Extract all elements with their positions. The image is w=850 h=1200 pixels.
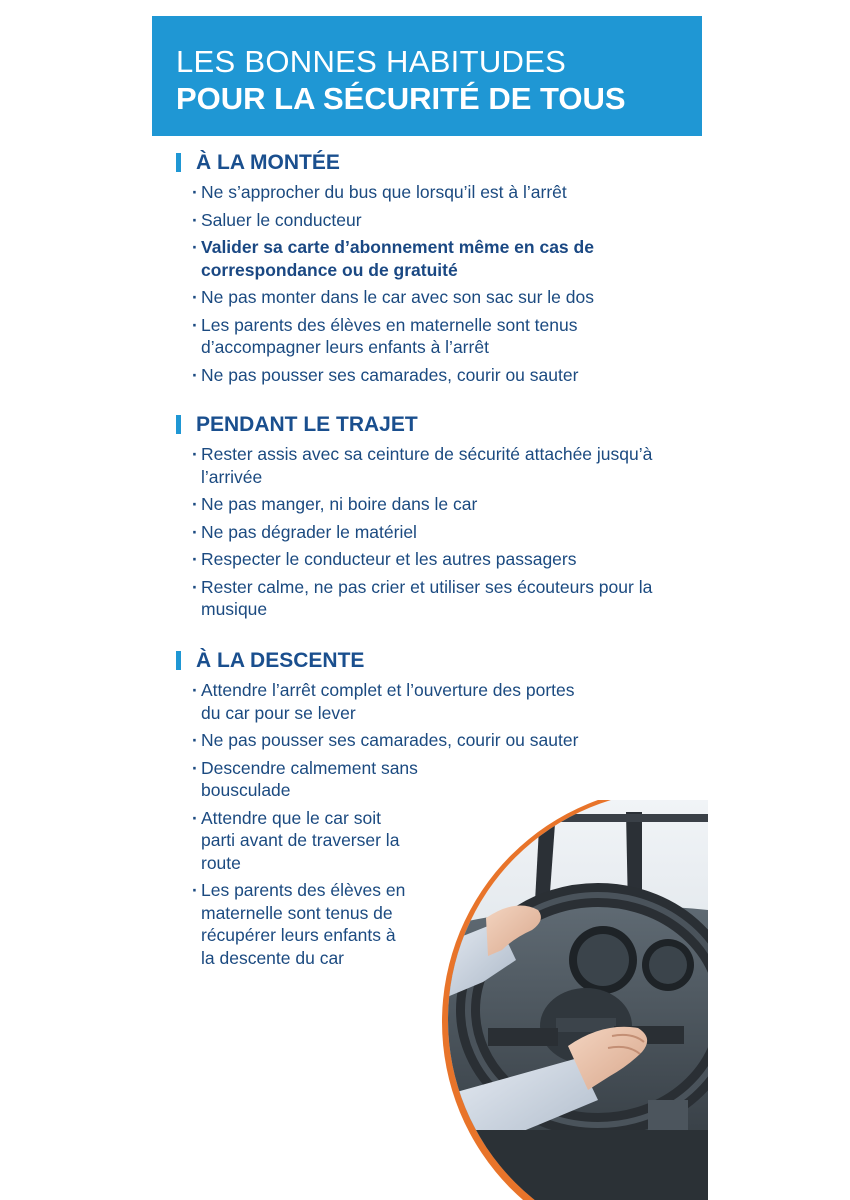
list-item-text: Descendre calmement sans bousculade <box>201 757 418 800</box>
list-item <box>176 679 581 724</box>
bullet-icon: · <box>192 730 198 750</box>
list-item <box>176 879 411 969</box>
list-item <box>176 521 676 544</box>
list-item <box>176 757 426 802</box>
bullet-icon: · <box>192 314 198 335</box>
bullet-icon: · <box>192 757 198 778</box>
list-item-text: Attendre l’arrêt complet et l’ouverture des portes du car pour se lever <box>201 680 575 723</box>
bullet-icon: · <box>192 680 198 700</box>
list-item-text: Ne pas pousser ses camarades, courir ou sauter <box>201 730 579 750</box>
section-title <box>176 150 676 176</box>
list-item <box>176 286 676 309</box>
list-item-text: Rester assis avec sa ceinture de sécurité attachée jusqu’à l’arrivée <box>201 444 653 487</box>
rule-list <box>176 181 676 386</box>
section-title <box>176 648 676 674</box>
section-a-la-montee <box>176 150 676 386</box>
bullet-icon: · <box>192 880 198 900</box>
list-item <box>176 314 676 359</box>
rule-list <box>176 443 676 621</box>
list-item-highlight <box>176 236 676 281</box>
section-bar-icon <box>176 651 181 670</box>
list-item <box>176 807 401 875</box>
bullet-icon: · <box>192 494 198 514</box>
bullet-icon: · <box>192 549 198 569</box>
bullet-icon: · <box>192 807 198 828</box>
section-title-text: À LA DESCENTE <box>196 649 365 672</box>
bullet-icon: · <box>192 182 198 202</box>
section-bar-icon <box>176 415 181 434</box>
list-item-text: Valider sa carte d’abonnement même en cas de correspondance ou de gratuité <box>201 237 594 280</box>
section-title-text: PENDANT LE TRAJET <box>196 413 418 436</box>
list-item-text: Ne pas dégrader le matériel <box>201 521 417 542</box>
section-pendant-le-trajet <box>176 412 676 621</box>
bullet-icon: · <box>192 237 198 257</box>
section-bar-icon <box>176 153 181 172</box>
list-item-text: Ne s’approcher du bus que lorsqu’il est à l’arrêt <box>201 182 567 202</box>
list-item <box>176 364 676 387</box>
list-item-text: Attendre que le car soit parti avant de traverser la route <box>201 807 400 873</box>
list-item-text: Ne pas pousser ses camarades, courir ou sauter <box>201 364 579 385</box>
bullet-icon: · <box>192 444 198 464</box>
list-item <box>176 443 676 488</box>
header-banner <box>152 16 702 136</box>
list-item <box>176 181 676 204</box>
bullet-icon: · <box>192 364 198 385</box>
bullet-icon: · <box>192 209 198 230</box>
list-item-text: Saluer le conducteur <box>201 209 362 230</box>
list-item <box>176 548 676 571</box>
list-item <box>176 209 676 232</box>
bus-driver-steering-wheel-icon <box>428 800 708 1200</box>
bullet-icon: · <box>192 521 198 542</box>
list-item-text: Rester calme, ne pas crier et utiliser ses écouteurs pour la musique <box>201 576 653 619</box>
list-item-text: Respecter le conducteur et les autres passagers <box>201 549 577 569</box>
list-item-text: Les parents des élèves en maternelle sont tenus de récupérer leurs enfants à la descente du car <box>201 880 406 968</box>
bullet-icon: · <box>192 576 198 597</box>
rule-list <box>176 679 579 969</box>
list-item-text: Ne pas monter dans le car avec son sac sur le dos <box>201 287 594 307</box>
bullet-icon: · <box>192 287 198 307</box>
header-title-line2: POUR LA SÉCURITÉ DE TOUS <box>176 81 626 116</box>
bus-driver-photo <box>428 800 708 1200</box>
section-title <box>176 412 676 438</box>
list-item-text: Les parents des élèves en maternelle sont tenus d’accompagner leurs enfants à l’arrêt <box>201 314 578 357</box>
list-item <box>176 493 676 516</box>
section-title-text: À LA MONTÉE <box>196 151 340 174</box>
list-item <box>176 729 761 752</box>
list-item-text: Ne pas manger, ni boire dans le car <box>201 494 478 514</box>
header-title-line1: LES BONNES HABITUDES <box>176 44 567 79</box>
list-item <box>176 576 676 621</box>
